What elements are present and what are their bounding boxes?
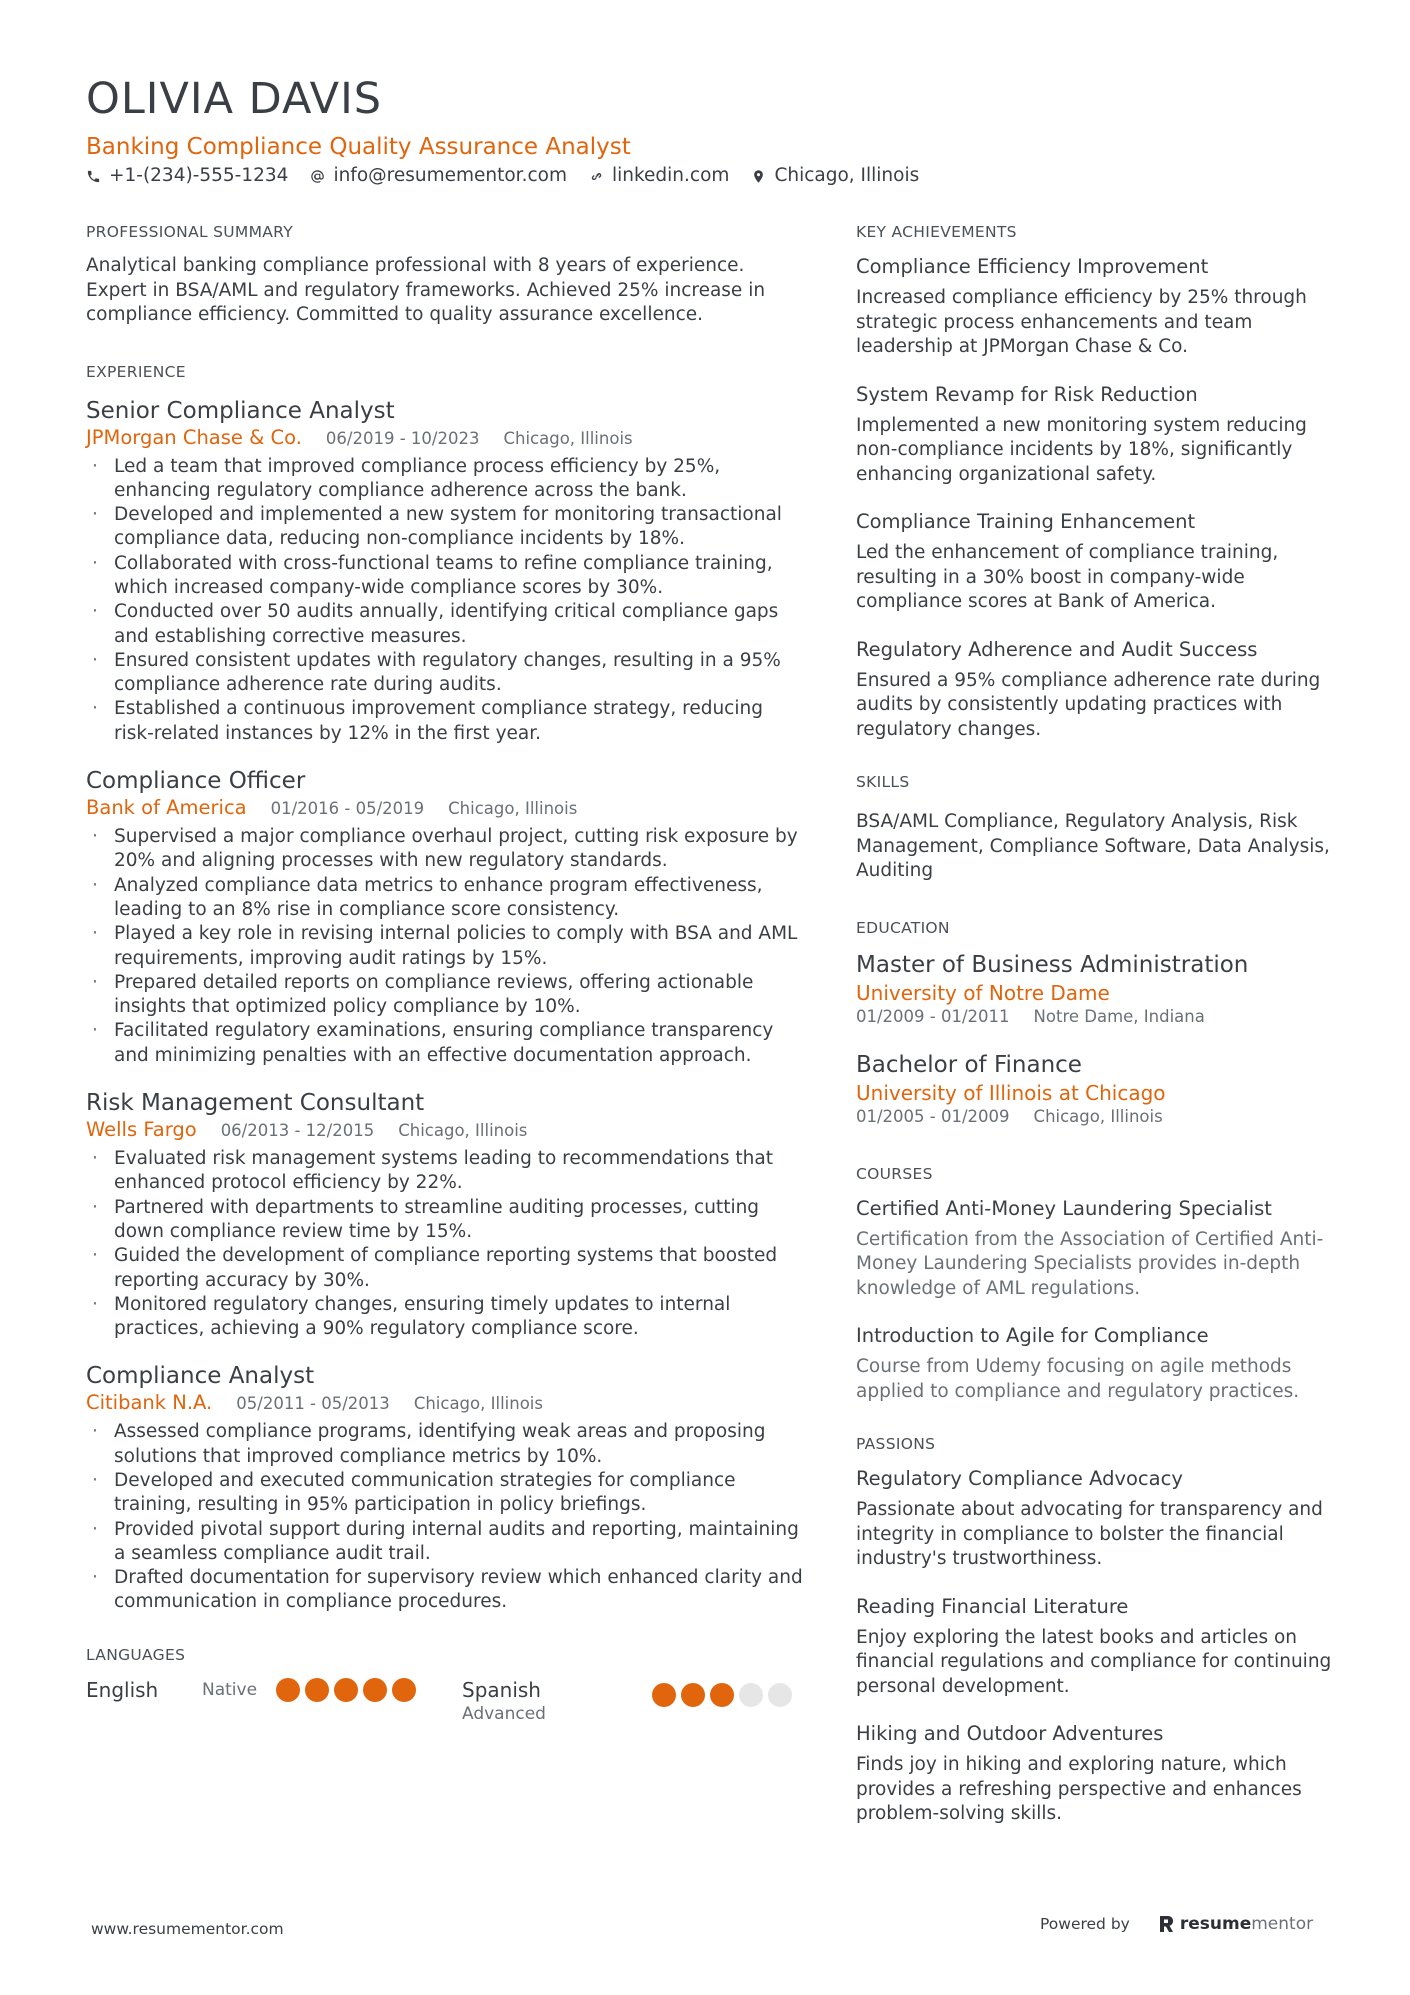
rating-dot-filled bbox=[334, 1678, 358, 1702]
passion-title: Regulatory Compliance Advocacy bbox=[856, 1467, 1183, 1490]
brand-bold: resume bbox=[1179, 1914, 1252, 1934]
rating-dot-filled bbox=[276, 1678, 300, 1702]
powered-by-label: Powered by bbox=[1040, 1915, 1130, 1933]
courses-heading: COURSES bbox=[856, 1164, 933, 1183]
rating-dot-filled bbox=[305, 1678, 329, 1702]
linkedin-text[interactable]: linkedin.com bbox=[611, 165, 730, 186]
job-location: Chicago, Illinois bbox=[448, 799, 578, 819]
skills-heading: SKILLS bbox=[856, 773, 910, 791]
job-title: Risk Management Consultant bbox=[86, 1090, 425, 1117]
passion-title: Hiking and Outdoor Adventures bbox=[856, 1722, 1164, 1745]
languages-section bbox=[86, 1645, 806, 1725]
achievement-item bbox=[856, 254, 1336, 360]
left-column bbox=[86, 222, 806, 1759]
contact-location bbox=[751, 164, 919, 188]
experience-section bbox=[86, 362, 806, 1615]
language-spanish bbox=[462, 1677, 792, 1725]
rating-dots bbox=[652, 1683, 792, 1707]
job-meta bbox=[86, 426, 806, 451]
job-dates: 06/2013 - 12/2015 bbox=[220, 1121, 375, 1141]
job-title: Senior Compliance Analyst bbox=[86, 397, 395, 424]
education-dates: 01/2005 - 01/2009 bbox=[856, 1106, 1010, 1126]
job-bullet: · Ensured consistent updates with regulatory changes, resulting in a 95% compliance adherence rate during audits. bbox=[86, 649, 806, 698]
summary-heading: PROFESSIONAL SUMMARY bbox=[86, 223, 294, 241]
education-school: University of Illinois at Chicago bbox=[856, 1080, 1166, 1105]
achievement-item bbox=[856, 637, 1336, 743]
location-pin-icon bbox=[751, 169, 766, 184]
brand-logo[interactable] bbox=[1158, 1914, 1313, 1934]
job-bullet: · Developed and implemented a new system for monitoring transactional compliance data, reducing non-compliance incidents by 18%. bbox=[86, 503, 806, 552]
job-dates: 01/2016 - 05/2019 bbox=[270, 799, 425, 819]
location-text: Chicago, Illinois bbox=[774, 165, 920, 186]
at-icon bbox=[310, 169, 325, 184]
education-location: Notre Dame, Indiana bbox=[1033, 1006, 1205, 1026]
job-bullet: · Conducted over 50 audits annually, identifying critical compliance gaps and establishing corrective measures. bbox=[86, 600, 806, 649]
job-bullet: · Monitored regulatory changes, ensuring timely updates to internal practices, achieving a 90% regulatory compliance score. bbox=[86, 1293, 806, 1342]
job-bullets bbox=[86, 1147, 806, 1341]
job-bullet: · Collaborated with cross-functional teams to refine compliance training, which increased company-wide compliance scores by 30%. bbox=[86, 552, 806, 601]
job-bullets bbox=[86, 1420, 806, 1614]
job-company: Wells Fargo bbox=[86, 1118, 197, 1142]
course-text: Course from Udemy focusing on agile methods applied to compliance and regulatory practices. bbox=[856, 1356, 1300, 1402]
achievements-heading: KEY ACHIEVEMENTS bbox=[856, 223, 1017, 241]
achievement-text: Implemented a new monitoring system reducing non-compliance incidents by 18%, significantly enhancing organizational safety. bbox=[856, 414, 1307, 485]
achievement-item bbox=[856, 382, 1336, 488]
job-bullet: · Facilitated regulatory examinations, ensuring compliance transparency and minimizing penalties with an effective documentation approach. bbox=[86, 1019, 806, 1068]
language-english bbox=[86, 1677, 462, 1703]
summary-text: Analytical banking compliance professional with 8 years of experience. Expert in BSA/AML and regulatory frameworks. Achieved 25% increase in compliance efficiency. Committed to quality assurance excellence. bbox=[86, 255, 766, 325]
passion-text: Passionate about advocating for transparency and integrity in compliance to bolster the financial industry's trustworthiness. bbox=[856, 1499, 1323, 1569]
job-bullets bbox=[86, 825, 806, 1068]
job-entry bbox=[86, 766, 806, 1068]
passion-title: Reading Financial Literature bbox=[856, 1594, 1129, 1618]
phone-text: +1-(234)-555-1234 bbox=[109, 165, 289, 186]
job-meta bbox=[86, 1391, 806, 1416]
achievement-text: Increased compliance efficiency by 25% through strategic process enhancements and team leadership at JPMorgan Chase & Co. bbox=[856, 287, 1307, 357]
summary-section bbox=[86, 222, 806, 328]
contact-linkedin[interactable] bbox=[589, 164, 729, 188]
education-location: Chicago, Illinois bbox=[1033, 1106, 1163, 1126]
rating-dots bbox=[276, 1678, 416, 1702]
language-name: Spanish bbox=[462, 1677, 541, 1702]
course-title: Certified Anti-Money Laundering Specialist bbox=[856, 1196, 1272, 1220]
education-meta bbox=[856, 1006, 1336, 1028]
passion-item bbox=[856, 1466, 1336, 1572]
language-level: Native bbox=[202, 1679, 258, 1700]
job-bullets bbox=[86, 455, 806, 747]
skills-section bbox=[856, 772, 1336, 884]
job-bullet: · Developed and executed communication strategies for compliance training, resulting in 95% participation in policy briefings. bbox=[86, 1469, 806, 1518]
job-entry bbox=[86, 1361, 806, 1614]
job-dates: 05/2011 - 05/2013 bbox=[236, 1394, 390, 1414]
rating-dot-filled bbox=[652, 1683, 676, 1707]
achievement-title: System Revamp for Risk Reduction bbox=[856, 382, 1198, 406]
resumementor-logo-icon bbox=[1158, 1915, 1174, 1933]
passion-item bbox=[856, 1721, 1336, 1827]
job-company: JPMorgan Chase & Co. bbox=[86, 425, 302, 449]
achievements-section bbox=[856, 222, 1336, 742]
education-section bbox=[856, 918, 1336, 1128]
education-item bbox=[856, 1050, 1336, 1128]
job-bullet: · Established a continuous improvement compliance strategy, reducing risk-related instances by 12% in the first year. bbox=[86, 697, 806, 746]
achievement-title: Compliance Training Enhancement bbox=[856, 510, 1196, 533]
achievement-text: Ensured a 95% compliance adherence rate during audits by consistently updating practices with regulatory changes. bbox=[856, 669, 1321, 740]
rating-dot-filled bbox=[681, 1683, 705, 1707]
job-bullet: · Led a team that improved compliance process efficiency by 25%, enhancing regulatory compliance adherence across the bank. bbox=[86, 455, 806, 504]
contact-email[interactable] bbox=[310, 164, 567, 188]
job-location: Chicago, Illinois bbox=[398, 1121, 528, 1141]
job-meta bbox=[86, 796, 806, 821]
passions-section bbox=[856, 1434, 1336, 1827]
education-item bbox=[856, 950, 1336, 1028]
rating-dot-filled bbox=[363, 1678, 387, 1702]
right-column bbox=[856, 222, 1336, 1861]
course-text: Certification from the Association of Certified Anti-Money Laundering Specialists provides in-depth knowledge of AML regulations. bbox=[856, 1228, 1324, 1299]
contact-phone bbox=[86, 164, 288, 188]
rating-dot-filled bbox=[392, 1678, 416, 1702]
rating-dot-filled bbox=[710, 1683, 734, 1707]
candidate-name: OLIVIA DAVIS bbox=[86, 74, 383, 124]
passion-text: Finds joy in hiking and exploring nature, which provides a refreshing perspective and enhances problem-solving skills. bbox=[856, 1754, 1302, 1824]
languages-row bbox=[86, 1677, 806, 1725]
footer-powered bbox=[1040, 1914, 1313, 1934]
brand-light: mentor bbox=[1251, 1914, 1314, 1934]
job-bullet: · Partnered with departments to streamline auditing processes, cutting down compliance review time by 15%. bbox=[86, 1196, 806, 1245]
job-location: Chicago, Illinois bbox=[503, 428, 633, 448]
job-bullet: · Analyzed compliance data metrics to enhance program effectiveness, leading to an 8% rise in compliance score consistency. bbox=[86, 874, 806, 923]
courses-section bbox=[856, 1164, 1336, 1405]
job-bullet: · Drafted documentation for supervisory review which enhanced clarity and communication in compliance procedures. bbox=[86, 1566, 806, 1615]
email-text[interactable]: info@resumementor.com bbox=[333, 165, 567, 186]
contact-bar bbox=[86, 164, 919, 188]
achievement-title: Regulatory Adherence and Audit Success bbox=[856, 637, 1258, 661]
job-bullet: · Guided the development of compliance reporting systems that boosted reporting accuracy by 30%. bbox=[86, 1244, 806, 1293]
passion-text: Enjoy exploring the latest books and articles on financial regulations and compliance for continuing personal development. bbox=[856, 1626, 1332, 1697]
job-company: Bank of America bbox=[86, 796, 247, 820]
rating-dot-empty bbox=[739, 1683, 763, 1707]
education-dates: 01/2009 - 01/2011 bbox=[856, 1006, 1010, 1026]
job-bullet: · Prepared detailed reports on compliance reviews, offering actionable insights that optimized policy compliance by 10%. bbox=[86, 971, 806, 1020]
job-dates: 06/2019 - 10/2023 bbox=[325, 428, 480, 448]
job-bullet: · Assessed compliance programs, identifying weak areas and proposing solutions that improved compliance metrics by 10%. bbox=[86, 1420, 806, 1469]
course-title: Introduction to Agile for Compliance bbox=[856, 1324, 1209, 1347]
job-entry bbox=[86, 1088, 806, 1341]
job-company: Citibank N.A. bbox=[86, 1391, 213, 1415]
language-name: English bbox=[86, 1677, 159, 1702]
passions-heading: PASSIONS bbox=[856, 1435, 936, 1453]
phone-icon bbox=[86, 169, 101, 184]
job-bullet: · Evaluated risk management systems leading to recommendations that enhanced protocol efficiency by 22%. bbox=[86, 1147, 806, 1196]
languages-heading: LANGUAGES bbox=[86, 1645, 186, 1664]
job-meta bbox=[86, 1118, 806, 1143]
job-bullet: · Provided pivotal support during internal audits and reporting, maintaining a seamless compliance audit trail. bbox=[86, 1518, 806, 1567]
achievement-item bbox=[856, 509, 1336, 615]
job-bullet: · Supervised a major compliance overhaul project, cutting risk exposure by 20% and aligning processes with new regulatory standards. bbox=[86, 825, 806, 874]
skills-text: BSA/AML Compliance, Regulatory Analysis, Risk Management, Compliance Software, Data Analysis, Auditing bbox=[856, 811, 1330, 881]
language-level: Advanced bbox=[462, 1703, 546, 1724]
rating-dot-empty bbox=[768, 1683, 792, 1707]
job-location: Chicago, Illinois bbox=[413, 1394, 543, 1414]
education-school: University of Notre Dame bbox=[856, 980, 1110, 1005]
education-degree: Bachelor of Finance bbox=[856, 1051, 1082, 1078]
course-item bbox=[856, 1196, 1336, 1302]
job-title: Compliance Officer bbox=[86, 768, 306, 795]
job-bullet: · Played a key role in revising internal policies to comply with BSA and AML requirements, improving audit ratings by 15%. bbox=[86, 922, 806, 971]
course-item bbox=[856, 1323, 1336, 1404]
link-icon bbox=[589, 169, 604, 184]
candidate-role: Banking Compliance Quality Assurance Analyst bbox=[86, 134, 631, 160]
job-entry bbox=[86, 396, 806, 747]
education-degree: Master of Business Administration bbox=[856, 951, 1249, 978]
language-text-stack bbox=[462, 1677, 652, 1725]
achievement-text: Led the enhancement of compliance training, resulting in a 30% boost in company-wide compliance scores at Bank of America. bbox=[856, 542, 1279, 612]
passion-item bbox=[856, 1594, 1336, 1700]
experience-heading: EXPERIENCE bbox=[86, 362, 186, 381]
education-meta bbox=[856, 1106, 1336, 1128]
footer-website[interactable]: www.resumementor.com bbox=[91, 1920, 284, 1938]
achievement-title: Compliance Efficiency Improvement bbox=[856, 255, 1209, 278]
education-heading: EDUCATION bbox=[856, 918, 950, 937]
job-title: Compliance Analyst bbox=[86, 1363, 315, 1390]
